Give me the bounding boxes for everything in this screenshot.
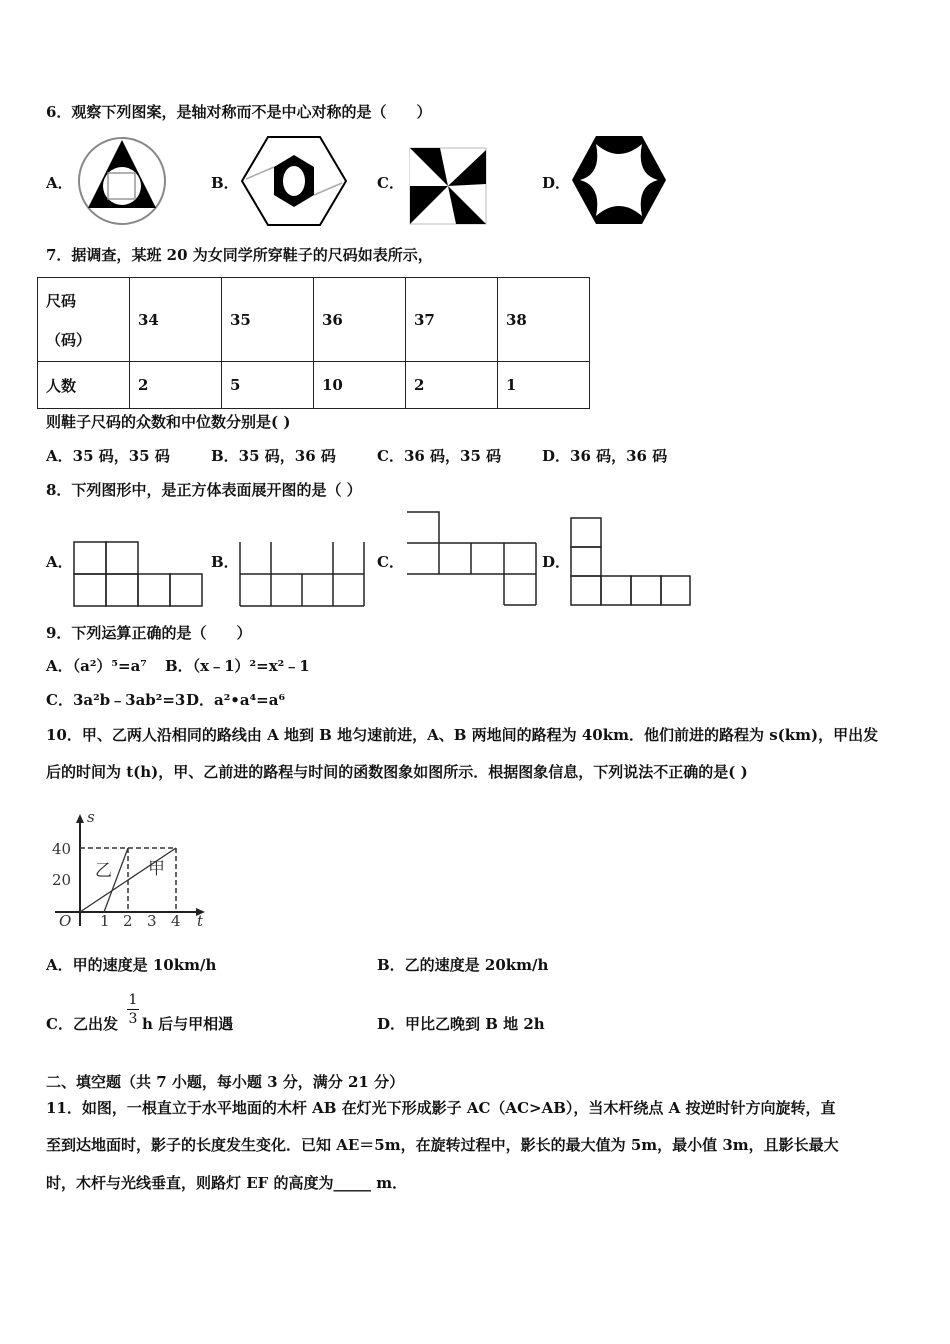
x-tick-label: 1 (100, 912, 110, 928)
q11-text-line3: 时，木杆与光线垂直，则路灯 EF 的高度为_____ m． (46, 1174, 408, 1192)
q6-figure-d-hexagon-star (570, 134, 668, 226)
x-tick-label: 2 (123, 912, 133, 928)
table-cell: 10 (314, 362, 406, 409)
q8-figure-c-net (405, 510, 541, 608)
q6-option-d-label[interactable]: D． (542, 174, 571, 192)
q9-option-d[interactable]: D．a²•a⁴=a⁶ (186, 691, 286, 709)
table-cell: 37 (406, 278, 498, 362)
q6-option-c-label[interactable]: C． (377, 174, 404, 192)
q7-option-c[interactable]: C．36 码，35 码 (377, 447, 502, 465)
table-cell: 5 (222, 362, 314, 409)
q10-option-d[interactable]: D．甲比乙晚到 B 地 2h (377, 1015, 545, 1033)
table-cell: 34 (130, 278, 222, 362)
q7-question: 则鞋子尺码的众数和中位数分别是( ) (46, 413, 291, 431)
fraction-numerator: 1 (128, 992, 138, 1008)
q7-option-a[interactable]: A．35 码，35 码 (46, 447, 170, 465)
q8-option-b-label[interactable]: B． (211, 553, 239, 571)
q10-text-line2: 后的时间为 t(h)，甲、乙前进的路程与时间的函数图象如图所示．根据图象信息，下列说法不正确的是( ) (46, 763, 748, 781)
y-tick-label: 40 (52, 840, 72, 858)
q10-option-c-prefix[interactable]: C．乙出发 (46, 1015, 118, 1033)
q10-option-a[interactable]: A．甲的速度是 10km/h (46, 956, 217, 974)
table-cell: 2 (406, 362, 498, 409)
q8-figure-d-net (569, 516, 693, 608)
q8-figure-a-net (72, 540, 204, 608)
q8-option-c-label[interactable]: C． (377, 553, 404, 571)
table-cell: 1 (498, 362, 590, 409)
y-axis-label: s (87, 808, 95, 826)
series-jia-label: 甲 (148, 859, 165, 879)
table-cell: 2 (130, 362, 222, 409)
fraction-bar (127, 1009, 139, 1010)
table-header-cell (38, 278, 130, 362)
q9-option-b[interactable]: B．（x﹣1）²=x²﹣1 (165, 657, 310, 675)
size-label: 尺码 (46, 291, 77, 310)
q8-title: 8．下列图形中，是正方体表面展开图的是（ ） (46, 481, 362, 499)
fraction-denominator: 3 (128, 1011, 138, 1027)
q6-figure-b-hexagon-nut (240, 134, 348, 228)
q6-figure-c-pinwheel (408, 146, 488, 226)
q9-option-c[interactable]: C．3a²b﹣3ab²=3 (46, 691, 186, 709)
q6-option-a-label[interactable]: A． (46, 174, 73, 192)
table-cell: 38 (498, 278, 590, 362)
q9-option-a[interactable]: A．（a²）⁵=a⁷ (46, 657, 147, 675)
q6-option-b-label[interactable]: B． (211, 174, 239, 192)
x-axis-label: t (197, 912, 204, 928)
table-header-cell: 人数 (38, 362, 130, 409)
q10-distance-time-graph (45, 808, 215, 928)
q9-title: 9．下列运算正确的是（ ） (46, 624, 252, 642)
q8-option-a-label[interactable]: A． (46, 553, 73, 571)
q7-option-b[interactable]: B．35 码，36 码 (211, 447, 336, 465)
q7-option-d[interactable]: D．36 码，36 码 (542, 447, 668, 465)
q7-title: 7．据调查，某班 20 为女同学所穿鞋子的尺码如表所示， (46, 246, 433, 264)
q11-text-line2: 至到达地面时，影子的长度发生变化．已知 AE＝5m，在旋转过程中，影长的最大值为 5m，最小值 3m，且影长最大 (46, 1136, 839, 1154)
origin-label: O (59, 912, 72, 928)
section-2-title: 二、填空题（共 7 小题，每小题 3 分，满分 21 分） (46, 1073, 405, 1091)
y-axis-arrow-icon (76, 814, 84, 823)
q10-option-b[interactable]: B．乙的速度是 20km/h (377, 956, 549, 974)
q10-text-line1: 10．甲、乙两人沿相同的路线由 A 地到 B 地匀速前进，A、B 两地间的路程为 40km．他们前进的路程为 s(km)，甲出发 (46, 726, 879, 744)
q8-option-d-label[interactable]: D． (542, 553, 571, 571)
y-tick-label: 20 (52, 871, 72, 889)
shoe-size-table (37, 277, 590, 409)
q6-figure-a-circle-triangle (76, 134, 168, 228)
x-tick-label: 4 (171, 912, 181, 928)
table-cell: 36 (314, 278, 406, 362)
q10-option-c-suffix[interactable]: h 后与甲相遇 (142, 1015, 234, 1033)
q10-option-c-fraction (127, 992, 139, 1027)
x-tick-label: 3 (147, 912, 157, 928)
table-cell: 35 (222, 278, 314, 362)
q8-figure-b-net (238, 540, 368, 608)
q6-title: 6．观察下列图案，是轴对称而不是中心对称的是（ ） (46, 103, 432, 121)
series-yi-label: 乙 (95, 861, 112, 881)
size-unit-label: （码） (46, 330, 92, 349)
q11-text-line1: 11．如图，一根直立于水平地面的木杆 AB 在灯光下形成影子 AC（AC>AB），当木杆绕点 A 按逆时针方向旋转，直 (46, 1099, 836, 1117)
